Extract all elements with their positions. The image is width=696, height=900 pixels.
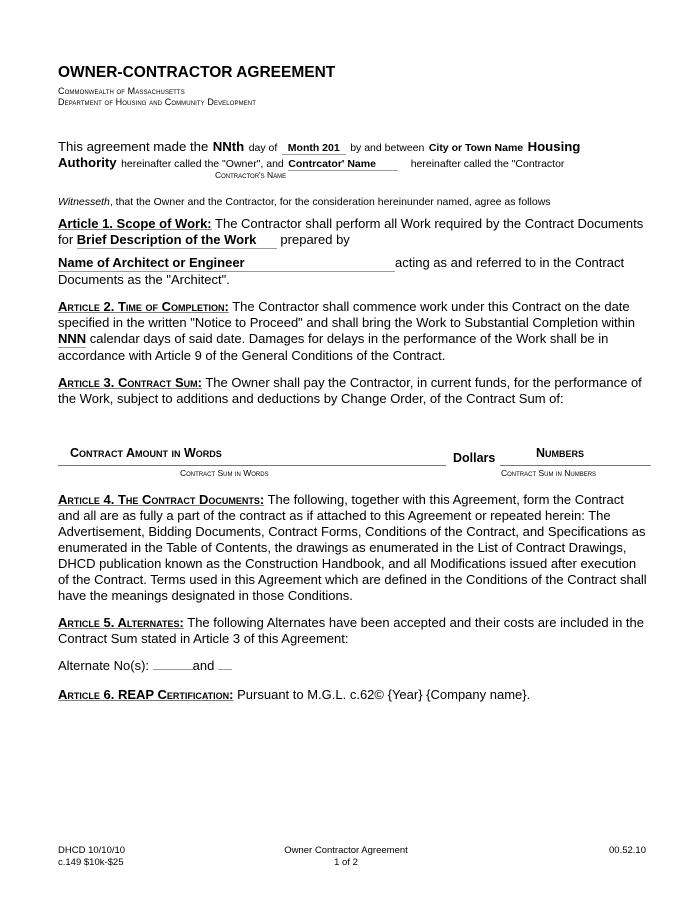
footer-page-number: 1 of 2 <box>334 857 358 868</box>
article-5 <box>58 615 648 647</box>
article-2-heading: Article 2. Time of Completion: <box>58 299 229 314</box>
article-4-text: The following, together with this Agreement, form the Contract and all are as fully a part of the contract as if attached to this Agreement or repeated herein: The Advertisement, Bidding Documents, Contract Forms, Conditions of the Contract, and Specifications as enumerated in the Table of Contents, the drawings as enumerated in the List of Contract Drawings, DHCD publication known as the Construction Handbook, and all Modifications issued after execution of the Contract. Terms used in this Agreement which are defined in the Conditions of the Contract shall have the meanings designated in those Conditions. <box>58 492 647 603</box>
article-6-heading: Article 6. REAP Certification: <box>58 687 234 702</box>
contractor-field[interactable]: Contrcator' Name <box>288 158 398 171</box>
article-6 <box>58 687 648 703</box>
words-caption: Contract Sum in Words <box>180 468 269 478</box>
article-2 <box>58 299 648 364</box>
article-1-text: The Contractor shall perform all Work required by the Contract Documents for <box>58 216 644 247</box>
article-1-architect <box>58 255 648 288</box>
numbers-caption: Contract Sum in Numbers <box>501 468 597 478</box>
article-3-heading: Article 3. Contract Sum: <box>58 375 202 390</box>
nnn-field[interactable]: NNN <box>58 331 87 346</box>
article-1-heading: Article 1. Scope of Work: <box>58 216 212 231</box>
footer-left <box>58 845 125 869</box>
header-department: Department of Housing and Community Development <box>58 97 256 107</box>
article-1-text-2: prepared by <box>280 232 350 247</box>
witness-italic: Witnesseth <box>58 196 110 208</box>
article-6-text: Pursuant to M.G.L. c.62© {Year} {Company name}. <box>237 687 531 702</box>
words-field[interactable] <box>58 446 446 466</box>
dollars-label: Dollars <box>453 451 496 465</box>
footer-right: 00.52.10 <box>609 845 646 856</box>
alternate-label: Alternate No(s): <box>58 658 150 673</box>
article-1-text-3: acting as and referred to in the Contract Documents as the "Architect". <box>58 255 625 287</box>
footer-form-id: DHCD 10/10/10 <box>58 845 126 856</box>
article-4 <box>58 492 648 604</box>
header-commonwealth: Commonwealth of Massachusetts <box>58 86 185 96</box>
intro-text: This agreement made the <box>58 139 209 154</box>
article-3-text: The Owner shall pay the Contractor, in current funds, for the performance of the Work, subject to additions and deductions by Change Order, of the Contract Sum of: <box>58 375 642 406</box>
description-field[interactable]: Brief Description of the Work <box>77 232 277 249</box>
day-of-text: day of <box>248 142 278 154</box>
article-4-heading: Article 4. The Contract Documents: <box>58 492 265 507</box>
day-field[interactable]: NNth <box>212 139 245 154</box>
owner-text: hereinafter called the "Owner", and <box>121 158 284 170</box>
article-2-text: The Contractor shall commence work under this Contract on the date specified in the written "Notice to Proceed" and shall bring the Work to Substantial Completion within <box>58 299 635 330</box>
by-between-text: by and between <box>350 142 425 154</box>
words-field-value: Contract Amount in Words <box>70 446 222 460</box>
witness-line <box>58 196 551 208</box>
article-5-text: The following Alternates have been accepted and their costs are included in the Contract Sum stated in Article 3 of this Agreement: <box>58 615 644 646</box>
article-2-text-2: calendar days of said date. Damages for delays in the performance of the Work shall be in accordance with Article 9 of the General Conditions of the Contract. <box>58 331 609 363</box>
contractor-caption: Contractor's Name <box>215 170 287 180</box>
page-title: OWNER-CONTRACTOR AGREEMENT <box>58 64 336 81</box>
numbers-field[interactable] <box>500 446 651 466</box>
month-field[interactable]: Month 201 <box>282 142 346 155</box>
contractor-text: hereinafter called the "Contractor <box>410 158 565 170</box>
footer-statute: c.149 $10k-$25 <box>58 857 124 868</box>
architect-field[interactable]: Name of Architect or Engineer <box>58 255 395 272</box>
alternates-line <box>58 657 232 673</box>
numbers-field-value: Numbers <box>536 446 585 460</box>
article-1 <box>58 216 648 249</box>
housing-text: Housing <box>527 139 581 154</box>
footer-doc-title: Owner Contractor Agreement <box>284 845 408 856</box>
alternate-field-1[interactable] <box>153 657 193 670</box>
city-field[interactable]: City or Town Name <box>428 142 524 154</box>
article-3 <box>58 375 648 407</box>
intro-line-2 <box>58 154 564 172</box>
witness-text: , that the Owner and the Contractor, for the consideration hereinunder named, agree as follows <box>109 196 551 208</box>
authority-text: Authority <box>58 155 117 170</box>
alternate-field-2[interactable] <box>218 657 232 670</box>
alternate-and: and <box>192 658 215 673</box>
article-5-heading: Article 5. Alternates: <box>58 615 184 630</box>
footer-center <box>264 845 428 869</box>
